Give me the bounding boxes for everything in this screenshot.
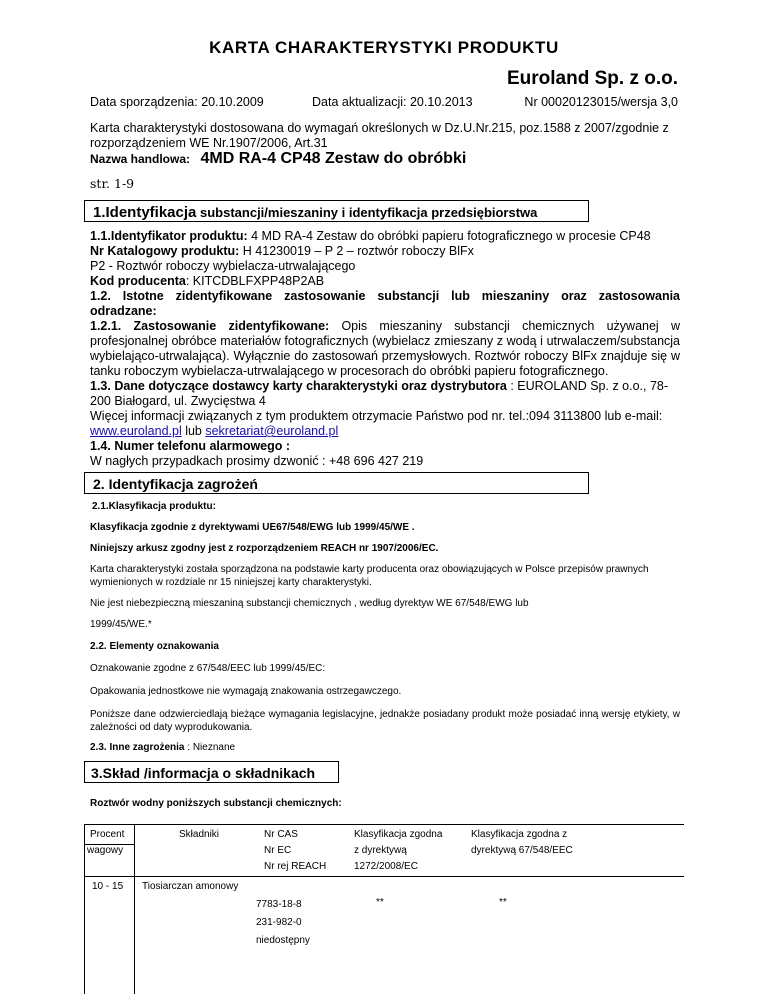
emergency-phone: W nagłych przypadkach prosimy dzwonić : +48 696 427 219 (90, 454, 424, 468)
trade-name-label: Nazwa handlowa: (90, 152, 191, 166)
date-updated (312, 95, 473, 109)
company-name: Euroland Sp. z o.o. (507, 68, 678, 89)
trade-name-value: 4MD RA-4 CP48 Zestaw do obróbki (200, 150, 467, 167)
contact-text: Więcej informacji związanych z tym produktem otrzymacie Państwo pod nr. tel.:094 3113800 lub e-mail: (90, 409, 663, 423)
page-reference: str. 1-9 (90, 176, 135, 191)
date-created-label: Data sporządzenia: (90, 95, 198, 109)
identified-use-text: Opis mieszaniny substancji chemicznych używanej w profesjonalnej obróbce materiałów fotograficznych (wybielacz zmieszany z wodą i utrwalaczem/substancja wybielająco-utrwalająca). Wyłącznie do zastosowań przemysłowych. Roztwór roboczy BlFx znajduje się w tanku roboczym wybielacza-utrwalającego w procesorach do obróbki papieru fotograficznego. (90, 319, 680, 378)
section1-body (90, 229, 680, 469)
number-version: Nr 00020123015/wersja 3,0 (524, 95, 678, 109)
header-cas: Nr CAS (264, 829, 298, 840)
table-top-border (84, 824, 684, 825)
row-reach: niedostępny (256, 935, 310, 946)
emergency-heading: 1.4. Numer telefonu alarmowego : (90, 439, 291, 453)
identified-use (90, 319, 680, 379)
product-identifier-label: 1.1.Identyfikator produktu: (90, 229, 248, 243)
supplier-text: : EUROLAND Sp. z o.o., 78-200 Białogard, ul. Zwycięstwa 4 (90, 379, 669, 408)
section1-header (84, 200, 589, 222)
row-cas: 7783-18-8 (256, 899, 302, 910)
composition-table (84, 824, 684, 994)
product-identifier-value: 4 MD RA-4 Zestaw do obróbki papieru fotograficznego w procesie CP48 (247, 229, 651, 243)
identified-use-label: 1.2.1. Zastosowanie zidentyfikowane: (90, 319, 330, 333)
date-created (90, 95, 264, 109)
header-reach: Nr rej REACH (264, 861, 327, 872)
date-updated-value: 20.10.2013 (409, 95, 473, 109)
header-class1-3: 1272/2008/EC (354, 861, 418, 872)
row-component: Tiosiarczan amonowy (142, 881, 239, 892)
other-hazards (90, 741, 235, 754)
website-link[interactable]: www.euroland.pl (90, 424, 182, 438)
trade-name (90, 150, 466, 168)
catalog-number-label: Nr Katalogowy produktu: (90, 244, 240, 258)
section1-heading-bold: 1.Identyfikacja (93, 204, 197, 221)
email-link[interactable]: sekretariat@euroland.pl (205, 424, 339, 438)
not-hazardous: Nie jest niebezpieczną mieszaniną substancji chemicznych , według dyrektyw WE 67/548/EWG lub (90, 598, 529, 609)
labelling-warning: Opakowania jednostkowe nie wymagają znakowania ostrzegawczego. (90, 686, 402, 697)
row-ec: 231-982-0 (256, 917, 302, 928)
table-column-divider (134, 824, 135, 994)
classification-heading: 2.1.Klasyfikacja produktu: (92, 501, 216, 512)
header-class2-2: dyrektywą 67/548/EEC (471, 845, 573, 856)
contact-or: lub (181, 424, 206, 438)
section2-header (84, 472, 589, 494)
header-class1-2: z dyrektywą (354, 845, 407, 856)
reach-compliance: Niniejszy arkusz zgodny jest z rozporządzeniem REACH nr 1907/2006/EC. (90, 543, 439, 554)
date-updated-label: Data aktualizacji: (312, 95, 407, 109)
supplier-details (90, 379, 680, 409)
labelling-directive: Oznakowanie zgodne z 67/548/EEC lub 1999/45/EC: (90, 663, 326, 674)
row-percent: 10 - 15 (92, 881, 124, 892)
contact-info (90, 409, 680, 439)
composition-intro: Roztwór wodny poniższych substancji chemicznych: (90, 798, 342, 809)
classification-directive: Klasyfikacja zgodnie z dyrektywami UE67/548/EWG lub 1999/45/WE . (90, 522, 415, 533)
producer-code-value: : KITCDBLFXPP48P2AB (185, 274, 325, 288)
producer-code (90, 274, 680, 289)
row-class2: ** (499, 897, 507, 908)
header-percent-2: wagowy (87, 845, 124, 856)
table-left-border (84, 824, 85, 994)
identified-uses-heading: 1.2. Istotne zidentyfikowane zastosowanie substancji lub mieszaniny oraz zastosowania odradzane: (90, 289, 680, 318)
header-class2-1: Klasyfikacja zgodna z (471, 829, 568, 840)
section3-heading: 3.Skład /informacja o składnikach (91, 765, 316, 781)
labelling-heading: 2.2. Elementy oznakowania (90, 641, 219, 652)
table-row-divider (84, 876, 684, 877)
catalog-number-value: H 41230019 – P 2 – roztwór roboczy BlFx (239, 244, 474, 258)
product-identifier (90, 229, 680, 244)
catalog-number (90, 244, 680, 259)
header-percent-1: Procent (90, 829, 125, 840)
working-solution: P2 - Roztwór roboczy wybielacza-utrwalającego (90, 259, 356, 273)
section2-heading: 2. Identyfikacja zagrożeń (93, 476, 258, 492)
compliance-note: Karta charakterystyki dostosowana do wymagań określonych w Dz.U.Nr.215, poz.1588 z 2007/zgodnie z rozporządzeniem WE Nr.1907/2006, Art.31 (90, 121, 669, 150)
supplier-label: 1.3. Dane dotyczące dostawcy karty charakterystyki oraz dystrybutora (90, 379, 507, 393)
document-title: KARTA CHARAKTERYSTYKI PRODUKTU (209, 38, 559, 57)
legislation-note: Poniższe dane odzwierciedlają bieżące wymagania legislacyjne, jednakże posiadany produkt może posiadać inną wersję etykiety, w zależności od daty wyprodukowania. (90, 709, 680, 733)
producer-code-label: Kod producenta (90, 274, 186, 288)
not-hazardous-cont: 1999/45/WE.* (90, 619, 152, 630)
section3-header (84, 761, 339, 783)
section1-heading-rest: substancji/mieszaniny i identyfikacja przedsiębiorstwa (196, 205, 538, 220)
row-class1: ** (376, 897, 384, 908)
sheet-basis: Karta charakterystyki została sporządzona na podstawie karty producenta oraz obowiązujących w Polsce przepisów prawnych wymienionych w rozdziale nr 15 niniejszej karty charakterystyki. (90, 564, 649, 588)
date-created-value: 20.10.2009 (201, 95, 264, 109)
header-component: Składniki (179, 829, 220, 840)
other-hazards-value: : Nieznane (184, 742, 236, 753)
header-class1-1: Klasyfikacja zgodna (354, 829, 443, 840)
header-ec: Nr EC (264, 845, 292, 856)
other-hazards-label: 2.3. Inne zagrożenia (90, 742, 185, 753)
